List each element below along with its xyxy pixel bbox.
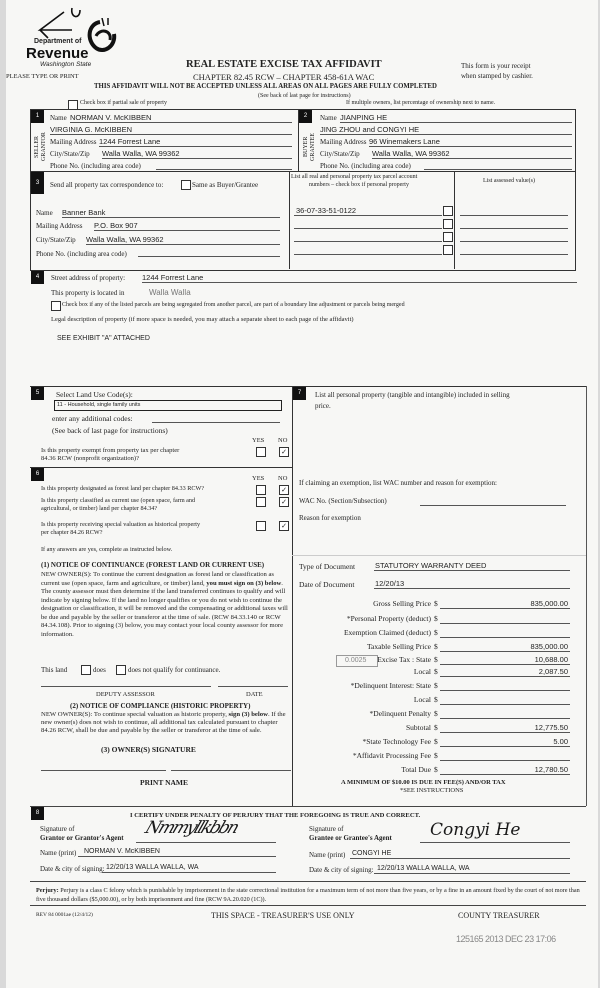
tax-row-field[interactable] [440, 637, 570, 638]
tax-row-value: 12,775.50 [534, 723, 568, 732]
no-header: NO [278, 437, 288, 444]
seller-grantor-label: SELLER GRANTOR [34, 132, 47, 162]
column-right-border [586, 386, 587, 806]
land-use-label: Select Land Use Code(s): [56, 390, 133, 399]
grantor-name-field[interactable]: NORMAN V. McKIBBEN [84, 848, 160, 855]
historic-question-2: per chapter 84.26 RCW? [41, 529, 103, 536]
mailing-label: Mailing Address [36, 222, 83, 230]
underline [62, 217, 280, 218]
divider [289, 171, 290, 269]
doc-type-label: Type of Document [299, 562, 356, 571]
sections-5-6-border [30, 386, 292, 387]
underline [374, 588, 570, 589]
affidavit-page [6, 0, 598, 988]
legal-description-field[interactable]: SEE EXHIBIT "A" ATTACHED [57, 335, 150, 342]
divider [30, 171, 576, 172]
tax-row-label: Taxable Selling Price [366, 642, 431, 651]
financial-section-border [292, 555, 586, 556]
underline [102, 872, 276, 873]
notice-continuance-title: (1) NOTICE OF CONTINUANCE (FOREST LAND OR CURRENT USE) [41, 561, 265, 569]
historic-no-checkbox[interactable]: ✓ [279, 521, 289, 531]
tax-row-label: *Personal Property (deduct) [346, 614, 431, 623]
parcel-line-3[interactable] [294, 241, 442, 242]
grantee-sig-label-1: Signature of [309, 825, 344, 833]
assessed-value-1[interactable] [460, 215, 568, 216]
section-number-3: 3 [31, 172, 44, 194]
grantee-signature-field[interactable]: Congyi He [430, 820, 521, 840]
historic-question-1: Is this property receiving special valuation as historical property [41, 521, 201, 528]
segregated-parcels-checkbox[interactable] [51, 301, 61, 311]
exempt-question-2: 84.36 RCW (nonprofit organization)? [41, 455, 139, 462]
underline [50, 134, 292, 135]
land-use-code-select[interactable] [54, 400, 282, 411]
tax-row-label: *State Technology Fee [362, 737, 431, 746]
buyer-mailing-label: Mailing Address [320, 138, 367, 146]
seller-name-label: Name [50, 114, 67, 122]
legal-description-label: Legal description of property (if more space is needed, you may attach a separate sheet to each page of the affidavit) [51, 316, 354, 323]
assessed-value-3[interactable] [460, 241, 568, 242]
currency-symbol: $ [434, 765, 438, 774]
deputy-assessor-date-line[interactable] [218, 686, 288, 687]
tax-row-field[interactable] [440, 718, 570, 719]
this-land-label: This land [41, 666, 68, 674]
current-use-question-2: agricultural, or timber) land per chapter 84.34? [41, 505, 158, 512]
currency-symbol: $ [434, 709, 438, 718]
located-in-label: This property is located in [51, 289, 125, 297]
tax-row-field[interactable] [440, 746, 570, 747]
grantor-sig-label-2: Grantor or Grantor's Agent [40, 834, 124, 842]
personal-property-checkbox-1[interactable] [443, 206, 453, 216]
street-address-field[interactable]: 1244 Forrest Lane [142, 273, 204, 282]
form-subtitle: CHAPTER 82.45 RCW – CHAPTER 458-61A WAC [193, 72, 375, 82]
column-divider [292, 386, 293, 806]
tax-row-label: Excise Tax : State [377, 655, 431, 664]
see-instructions-note: *SEE INSTRUCTIONS [400, 787, 464, 794]
personal-property-label-2: price. [315, 402, 331, 410]
logo-state-text: Washington State [40, 61, 92, 68]
section-number-7: 7 [293, 387, 306, 400]
section-number-4: 4 [31, 271, 44, 284]
historic-yes-checkbox[interactable] [256, 521, 266, 531]
same-as-buyer-checkbox[interactable] [181, 180, 191, 190]
street-address-label: Street address of property: [51, 274, 126, 282]
buyer-name-field[interactable]: JIANPING HE [340, 113, 388, 122]
seller-city-field[interactable]: Walla Walla, WA 99362 [102, 149, 180, 158]
currency-symbol: $ [434, 681, 438, 690]
doc-date-field[interactable]: 12/20/13 [375, 579, 405, 588]
located-in-field[interactable]: Walla Walla [149, 288, 191, 297]
grantee-name-field[interactable]: CONGYI HE [352, 850, 392, 857]
certify-statement: I CERTIFY UNDER PENALTY OF PERJURY THAT THE FOREGOING IS TRUE AND CORRECT. [130, 812, 421, 819]
logo-revenue-text: Revenue [26, 45, 89, 62]
correspondence-mailing-field[interactable]: P.O. Box 907 [94, 221, 138, 230]
current-use-question-1: Is this property classified as current use (open space, farm and [41, 497, 196, 504]
currency-symbol: $ [434, 655, 438, 664]
currency-symbol: $ [434, 614, 438, 623]
local-rate-value: 0.0025 [345, 657, 367, 664]
perjury-notice: Perjury: Perjury is a class C felony which is punishable by imprisonment in the state correctional institution for a maximum term of not more than five years, or by a fine in an amount fixed by the court of not more than five thousand dollars ($5,000.00), or by both imprisonment and fine (RCW 9A.20.020 (1C)). [36, 887, 580, 903]
currency-symbol: $ [434, 695, 438, 704]
current-use-yes-checkbox[interactable] [256, 497, 266, 507]
grantee-date-label: Date & city of signing: [309, 866, 374, 874]
section-6-border [30, 467, 292, 468]
tax-row-value: 835,000.00 [530, 599, 568, 608]
parcel-number-1[interactable]: 36-07-33-51-0122 [296, 206, 357, 215]
if-yes-note: If any answers are yes, complete as instructed below. [41, 546, 173, 553]
completion-warning: THIS AFFIDAVIT WILL NOT BE ACCEPTED UNLESS ALL AREAS ON ALL PAGES ARE FULLY COMPLETED [94, 83, 437, 90]
buyer-mailing-field[interactable]: 96 Winemakers Lane [369, 137, 440, 146]
phone-label: Phone No. (including area code) [36, 250, 127, 258]
assessed-header: List assessed value(s) [483, 178, 535, 184]
currency-symbol: $ [434, 737, 438, 746]
tax-row-field[interactable] [440, 651, 570, 652]
tax-row-label: Local [413, 695, 431, 704]
underline [99, 146, 292, 147]
city-label: City/State/Zip [36, 236, 76, 244]
sections-right-top-border [292, 386, 586, 387]
additional-codes-field[interactable] [152, 422, 280, 423]
underline [350, 858, 570, 859]
tax-row-field[interactable] [440, 704, 570, 705]
logo-dept-text: Department of [34, 38, 82, 45]
parcel-line-2[interactable] [294, 228, 442, 229]
send-correspondence-label: Send all property tax correspondence to: [50, 181, 164, 189]
correspondence-phone-field[interactable] [138, 256, 280, 257]
tax-row-field[interactable] [440, 623, 570, 624]
section-number-5: 5 [31, 387, 44, 400]
tax-row-label: Subtotal [405, 723, 431, 732]
personal-property-checkbox-4[interactable] [443, 245, 453, 255]
currency-symbol: $ [434, 628, 438, 637]
seller-name2-field[interactable]: VIRGINIA G. McKIBBEN [50, 125, 133, 134]
receipt-note-1: This form is your receipt [461, 62, 531, 70]
doc-type-field[interactable]: STATUTORY WARRANTY DEED [375, 561, 487, 570]
notice-continuance-text: NEW OWNER(S): To continue the current designation as forest land or classification as current use (open space, farm and agriculture, or timber) land, you must sign on (3) below. The county assessor must then determine if the land transferred continues to qualify and will indicate by signing below. If the land no longer qualifies or you do not wish to continue the designation or classification, it will be removed and the compensating or additional taxes will be due and payable by the seller or transferor at the time of sale. (RCW 84.33.140 or RCW 84.34.108). Prior to signing (3) below, you may contact your local county assessor for more information. [41, 571, 288, 638]
underline [94, 230, 280, 231]
tax-row-label: *Affidavit Processing Fee [352, 751, 431, 760]
tax-row-label: *Delinquent Penalty [369, 709, 431, 718]
parcel-line-1 [294, 215, 442, 216]
print-name-label: PRINT NAME [140, 778, 188, 787]
exempt-question-1: Is this property exempt from property tax per chapter [41, 447, 180, 454]
tax-row-field[interactable] [440, 664, 570, 665]
buyer-name-label: Name [320, 114, 337, 122]
seller-city-label: City/State/Zip [50, 150, 90, 158]
treasurer-use-label: THIS SPACE - TREASURER'S USE ONLY [211, 911, 355, 920]
additional-codes-label: enter any additional codes: [52, 414, 133, 423]
exemption-claim-label: If claiming an exemption, list WAC number and reason for exemption: [299, 479, 497, 487]
buyer-city-label: City/State/Zip [320, 150, 360, 158]
tax-row-field[interactable] [440, 608, 570, 609]
dor-logo [20, 4, 120, 66]
personal-property-checkbox-2[interactable] [443, 219, 453, 229]
assessed-value-2[interactable] [460, 228, 568, 229]
minimum-note: A MINIMUM OF $10.00 IS DUE IN FEE(S) AND/OR TAX [341, 779, 506, 786]
underline [374, 873, 570, 874]
section-number-8: 8 [31, 807, 44, 820]
tax-row-value: 835,000.00 [530, 642, 568, 651]
underline [369, 146, 572, 147]
wac-number-label: WAC No. (Section/Subsection) [299, 497, 387, 505]
form-number: REV 84 0001ae (12/4/12) [36, 912, 93, 918]
grantee-date-field[interactable]: 12/20/13 WALLA WALLA, WA [377, 865, 470, 872]
seller-mailing-field[interactable]: 1244 Forrest Lane [99, 137, 161, 146]
seller-mailing-label: Mailing Address [50, 138, 97, 146]
deputy-assessor-signature-line[interactable] [41, 686, 211, 687]
underline [374, 570, 570, 571]
grantor-name-label: Name (print) [40, 849, 77, 857]
footer-border [30, 881, 586, 882]
tax-row-field[interactable] [440, 690, 570, 691]
underline [102, 158, 292, 159]
yes-header: YES [252, 437, 265, 444]
multiple-owners-note: If multiple owners, list percentage of ownership next to name. [346, 100, 496, 106]
personal-property-checkbox-3[interactable] [443, 232, 453, 242]
currency-symbol: $ [434, 723, 438, 732]
underline [78, 856, 276, 857]
grantor-date-label: Date & city of signing: [40, 865, 105, 873]
partial-sale-label: Check box if partial sale of property [80, 100, 167, 106]
currency-symbol: $ [434, 751, 438, 760]
personal-property-label-1: List all personal property (tangible and intangible) included in selling [315, 391, 510, 399]
tax-row-field[interactable] [440, 676, 570, 677]
grantee-name-label: Name (print) [309, 851, 346, 859]
forest-no-checkbox[interactable]: ✓ [279, 485, 289, 495]
underline [86, 244, 280, 245]
exempt-yes-checkbox[interactable] [256, 447, 266, 457]
owner-signature-label: (3) OWNER(S) SIGNATURE [101, 745, 196, 754]
assessed-value-4[interactable] [460, 254, 568, 255]
seller-phone-field[interactable] [156, 169, 292, 170]
tax-row-value: 12,780.50 [534, 765, 568, 774]
notice-compliance-title: (2) NOTICE OF COMPLIANCE (HISTORIC PROPERTY) [70, 702, 251, 710]
seller-phone-label: Phone No. (including area code) [50, 162, 141, 170]
section-number-1: 1 [31, 110, 44, 123]
correspondence-name-field[interactable]: Banner Bank [62, 208, 106, 217]
treasurer-stamp: 125165 2013 DEC 23 17:06 [456, 934, 556, 944]
correspondence-city-field[interactable]: Walla Walla, WA 99362 [86, 235, 164, 244]
section-number-2: 2 [299, 110, 312, 123]
buyer-name2-field[interactable]: JING ZHOU and CONGYI HE [320, 125, 420, 134]
currency-symbol: $ [434, 667, 438, 676]
notice-compliance-text: NEW OWNER(S): To continue special valuation as historic property, sign (3) below. If the new owner(s) does not wish to continue, all additional tax calculated pursuant to chapter 84.26 RCW, shall be due and payable by the seller or transferor at the time of sale. [41, 711, 286, 734]
parcel-header-1: List all real and personal property tax parcel account [291, 174, 418, 180]
forest-land-question: Is this property designated as forest land per chapter 84.33 RCW? [41, 485, 205, 492]
tax-row-label: Local [413, 667, 431, 676]
buyer-city-field[interactable]: Walla Walla, WA 99362 [372, 149, 450, 158]
wac-number-field[interactable] [420, 505, 566, 506]
tax-row-field[interactable] [440, 774, 570, 775]
underline [136, 842, 276, 843]
parcel-header-2: numbers – check box if personal property [309, 182, 409, 188]
seller-name-field[interactable]: NORMAN V. McKIBBEN [70, 113, 152, 122]
no-header: NO [278, 475, 288, 482]
same-as-buyer-label: Same as Buyer/Grantee [192, 181, 259, 189]
see-back-note: (See back of last page for instructions) [258, 93, 351, 99]
see-back-label: (See back of last page for instructions) [52, 426, 168, 435]
tax-row-value: 5.00 [553, 737, 568, 746]
forest-yes-checkbox[interactable] [256, 485, 266, 495]
owner-signature-line-1[interactable] [41, 770, 166, 771]
tax-row-label: Gross Selling Price [373, 599, 431, 608]
buyer-phone-label: Phone No. (including area code) [320, 162, 411, 170]
name-label: Name [36, 209, 53, 217]
land-does-not-checkbox[interactable] [116, 665, 126, 675]
tax-row-value: 2,087.50 [538, 667, 568, 676]
yes-header: YES [252, 475, 265, 482]
underline [420, 842, 570, 843]
land-does-not-label: does not qualify for continuance. [128, 666, 221, 674]
tax-row-value: 10,688.00 [534, 655, 568, 664]
current-use-no-checkbox[interactable]: ✓ [279, 497, 289, 507]
grantor-signature-field[interactable]: Nmmyllkbbn [142, 818, 241, 838]
local-rate-box[interactable] [336, 655, 378, 667]
deputy-assessor-label: DEPUTY ASSESSOR [96, 691, 155, 698]
county-treasurer-label: COUNTY TREASURER [458, 911, 540, 920]
land-does-checkbox[interactable] [81, 665, 91, 675]
tax-row-label: Exemption Claimed (deduct) [343, 628, 431, 637]
underline [320, 134, 572, 135]
section-8-border [30, 806, 586, 807]
currency-symbol: $ [434, 642, 438, 651]
grantee-sig-label-2: Grantee or Grantee's Agent [309, 834, 392, 842]
segregated-parcels-label: Check box if any of the listed parcels are being segregated from another parcel, are part of a boundary line adjustment or parcels being merged [62, 302, 405, 308]
land-does-label: does [93, 666, 106, 674]
tax-row-label: Total Due [401, 765, 431, 774]
currency-symbol: $ [434, 599, 438, 608]
date-label: DATE [246, 691, 263, 698]
grantor-date-field[interactable]: 12/20/13 WALLA WALLA, WA [106, 864, 199, 871]
tax-row-field[interactable] [440, 760, 570, 761]
divider [454, 171, 455, 269]
underline [70, 122, 292, 123]
section-number-6: 6 [31, 468, 44, 481]
tax-row-field[interactable] [440, 732, 570, 733]
land-use-code-value: 11 - Household, single family units [57, 402, 141, 408]
underline [340, 122, 572, 123]
underline [372, 158, 572, 159]
receipt-note-2: when stamped by cashier. [461, 72, 533, 80]
owner-signature-line-2[interactable] [171, 770, 291, 771]
doc-date-label: Date of Document [299, 580, 355, 589]
exempt-no-checkbox[interactable]: ✓ [279, 447, 289, 457]
exemption-reason-label: Reason for exemption [299, 514, 361, 522]
please-type-note: PLEASE TYPE OR PRINT [6, 73, 79, 80]
underline [142, 282, 577, 283]
buyer-grantee-label: BUYER GRANTEE [303, 133, 316, 161]
parcel-line-4[interactable] [294, 254, 442, 255]
tax-row-label: *Delinquent Interest: State [350, 681, 431, 690]
grantor-sig-label-1: Signature of [40, 825, 75, 833]
buyer-phone-field[interactable] [424, 169, 572, 170]
form-title: REAL ESTATE EXCISE TAX AFFIDAVIT [186, 59, 382, 70]
perjury-border [30, 905, 586, 906]
